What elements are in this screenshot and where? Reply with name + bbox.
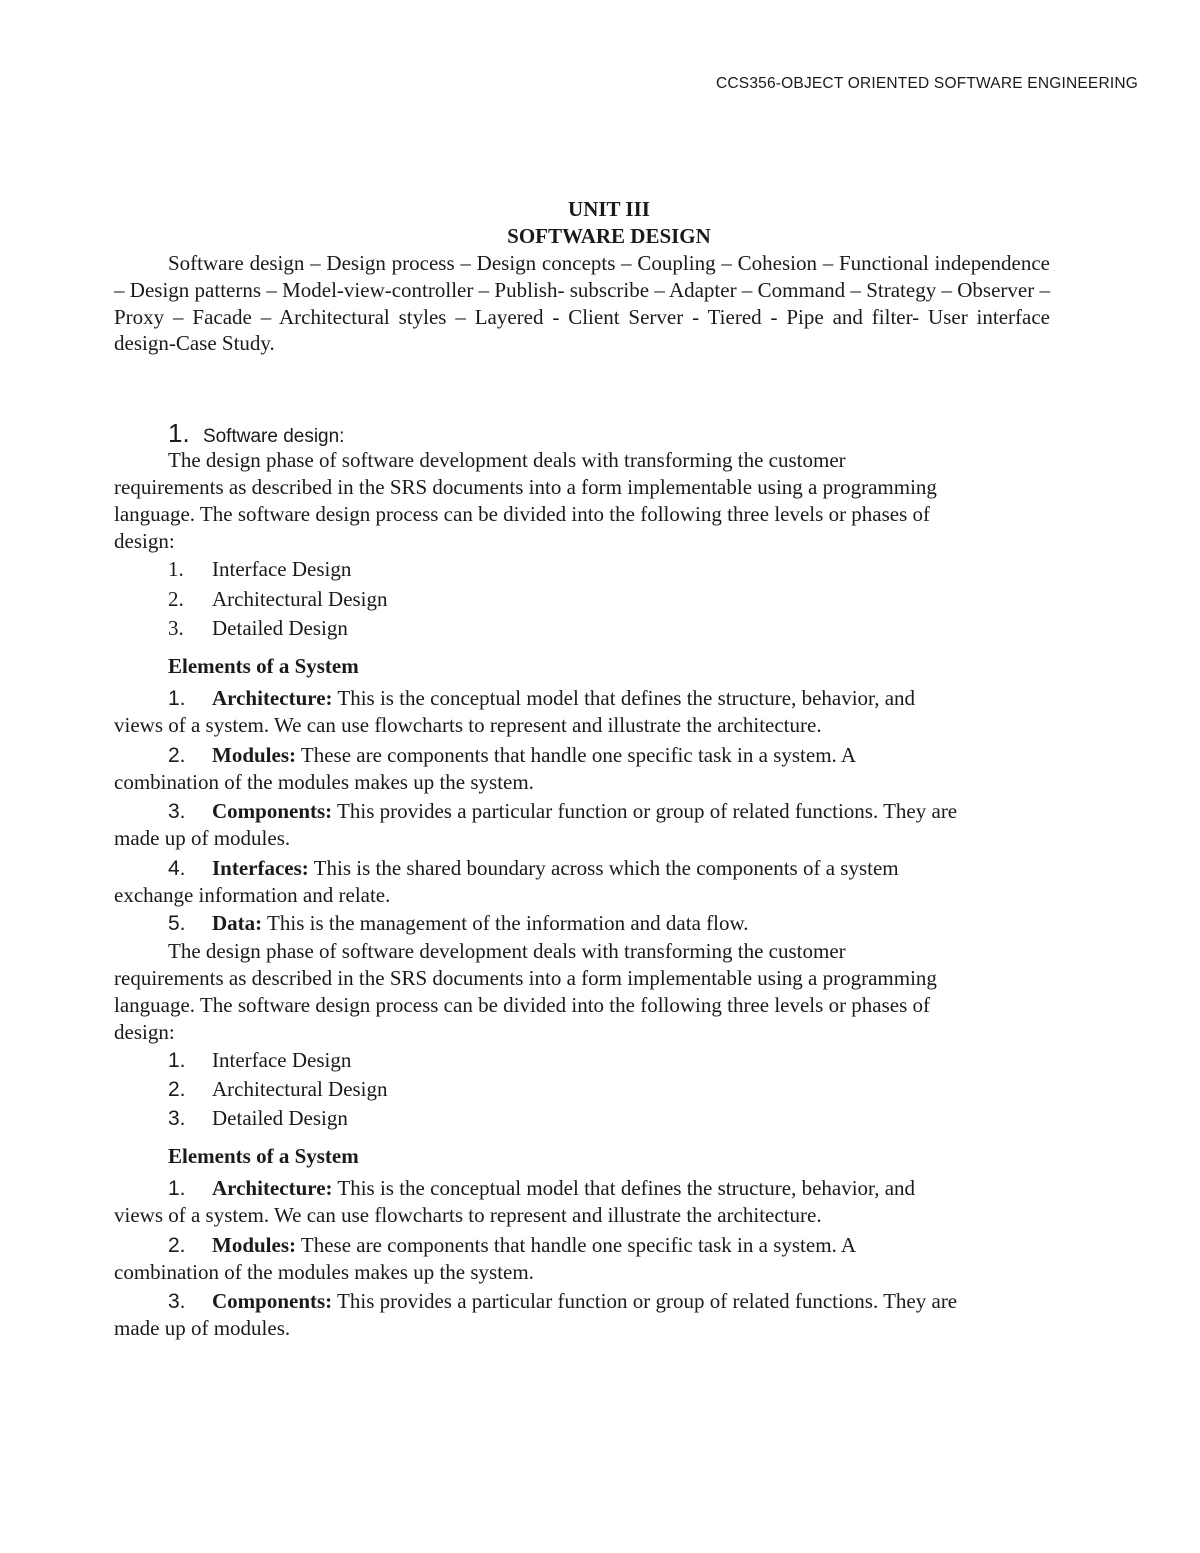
list-item [168, 557, 184, 582]
list-item [168, 616, 184, 641]
section-title: Software design: [202, 426, 345, 447]
element-text [212, 743, 856, 768]
list-item-label: Detailed Design [212, 616, 348, 640]
list-item-label: Architectural Design [212, 587, 388, 611]
element-term: Modules: [212, 1233, 296, 1257]
element-item [168, 856, 186, 881]
element-item [168, 743, 186, 768]
element-text [212, 856, 899, 881]
element-term: Architecture: [212, 1176, 333, 1200]
intro-line: design: [114, 529, 175, 553]
intro-line: The design phase of software development deals with transforming the customer [168, 448, 846, 472]
element-description: This provides a particular function or group of related functions. They are [332, 799, 958, 823]
element-continuation: combination of the modules makes up the system. [114, 770, 534, 794]
element-continuation: exchange information and relate. [114, 883, 391, 907]
intro-line: language. The software design process can be divided into the following three levels or phases of [114, 993, 931, 1017]
element-text [212, 1289, 957, 1314]
list-item-label: Interface Design [212, 1048, 352, 1072]
list-number: 1. [168, 557, 184, 581]
list-item-label: Interface Design [212, 557, 352, 581]
element-continuation: made up of modules. [114, 826, 291, 850]
element-description: These are components that handle one specific task in a system. A [296, 743, 857, 767]
element-text [212, 911, 749, 936]
element-description: This is the conceptual model that defines the structure, behavior, and [332, 686, 916, 710]
list-item-label: Detailed Design [212, 1106, 348, 1130]
list-number: 1. [168, 1049, 186, 1072]
element-number: 3. [168, 1290, 186, 1313]
list-number: 2. [168, 1078, 186, 1101]
intro-line: requirements as described in the SRS documents into a form implementable using a programming [114, 475, 937, 499]
element-number: 4. [168, 857, 186, 880]
element-description: This is the conceptual model that defines the structure, behavior, and [332, 1176, 916, 1200]
element-description: These are components that handle one specific task in a system. A [296, 1233, 857, 1257]
element-term: Architecture: [212, 686, 333, 710]
unit-subtitle: SOFTWARE DESIGN [507, 224, 711, 248]
element-term: Components: [212, 799, 333, 823]
element-number: 5. [168, 912, 186, 935]
intro-line: design: [114, 1020, 175, 1044]
topics-text: Software design – Design process – Design concepts – Coupling – Cohesion – Functional independence – Design patterns – Model-view-controller – Publish- subscribe – Adapter – Command – Strategy – Observer – Proxy – Facade – Architectural styles – Layered - Client Server - Tiered - Pipe and filter- User interface design-Case Study. [114, 251, 1050, 356]
list-item [168, 1048, 186, 1073]
unit-title: UNIT III [568, 197, 650, 221]
element-term: Interfaces: [212, 856, 309, 880]
section-number: 1. [168, 418, 190, 448]
element-number: 2. [168, 1234, 186, 1257]
list-item [168, 587, 184, 612]
element-term: Modules: [212, 743, 296, 767]
element-continuation: combination of the modules makes up the system. [114, 1260, 534, 1284]
running-header: CCS356-OBJECT ORIENTED SOFTWARE ENGINEERING [716, 75, 1138, 92]
list-number: 3. [168, 616, 184, 640]
intro-line: The design phase of software development deals with transforming the customer [168, 939, 846, 963]
element-number: 1. [168, 687, 186, 710]
element-number: 1. [168, 1177, 186, 1200]
unit-topics [114, 250, 1050, 357]
element-item [168, 799, 186, 824]
list-item-label: Architectural Design [212, 1077, 388, 1101]
section-heading [168, 418, 344, 449]
element-continuation: views of a system. We can use flowcharts to represent and illustrate the architecture. [114, 1203, 822, 1227]
element-description: This is the management of the information and data flow. [262, 911, 749, 935]
element-text [212, 686, 915, 711]
list-item [168, 1077, 186, 1102]
list-number: 3. [168, 1107, 186, 1130]
element-continuation: made up of modules. [114, 1316, 291, 1340]
subsection-heading: Elements of a System [168, 1144, 359, 1168]
element-number: 3. [168, 800, 186, 823]
element-item [168, 686, 186, 711]
intro-line: language. The software design process can be divided into the following three levels or phases of [114, 502, 931, 526]
subsection-heading: Elements of a System [168, 654, 359, 678]
element-item [168, 1233, 186, 1258]
element-continuation: views of a system. We can use flowcharts to represent and illustrate the architecture. [114, 713, 822, 737]
element-text [212, 1233, 856, 1258]
element-item [168, 911, 186, 936]
element-term: Data: [212, 911, 263, 935]
list-number: 2. [168, 587, 184, 611]
element-number: 2. [168, 744, 186, 767]
element-term: Components: [212, 1289, 333, 1313]
element-description: This provides a particular function or group of related functions. They are [332, 1289, 958, 1313]
list-item [168, 1106, 186, 1131]
intro-line: requirements as described in the SRS documents into a form implementable using a programming [114, 966, 937, 990]
element-text [212, 799, 957, 824]
element-description: This is the shared boundary across which the components of a system [308, 856, 899, 880]
element-item [168, 1176, 186, 1201]
element-text [212, 1176, 915, 1201]
element-item [168, 1289, 186, 1314]
